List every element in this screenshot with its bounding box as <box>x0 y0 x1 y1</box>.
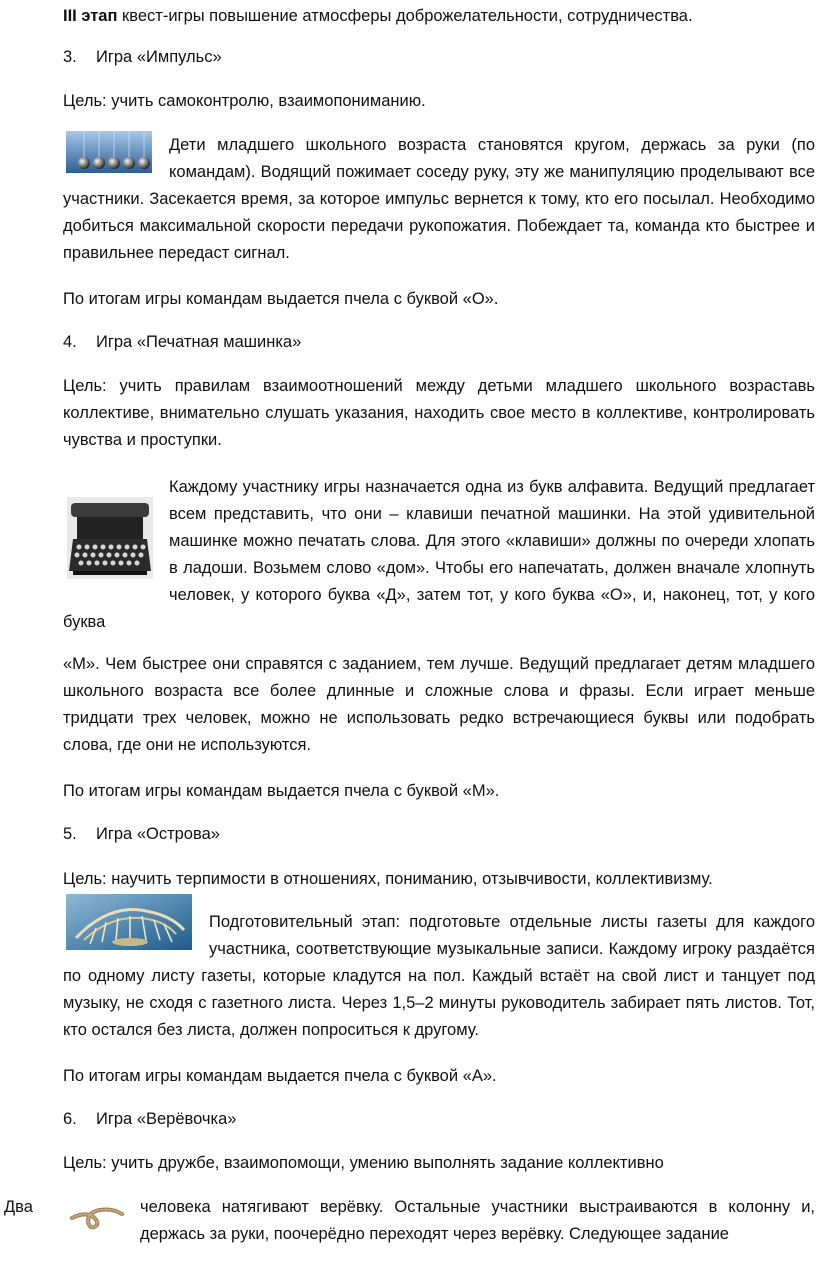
game-description <box>63 909 815 1044</box>
game-goal: Цель: учить дружбе, взаимопомощи, умению выполнять задание коллективно <box>63 1154 664 1172</box>
game-description <box>140 1194 815 1248</box>
game-title <box>63 329 815 356</box>
game-description <box>63 474 815 636</box>
stage-heading <box>63 3 815 30</box>
game-description-text: Каждому участнику игры назначается одна из букв алфавита. Ведущий предлагает всем представить, что они – клавиши печатной машинки. На этой удивительной машинке можно печатать слова. Для этого «клавиши» должны по очереди хлопать в ладоши. Возьмем слово «дом». Чтобы его напечатать, должен вначале хлопнуть человек, у которого буква «Д», затем тот, у кого буква «О», и, наконец, тот, у кого буква <box>63 478 815 631</box>
game-title-text: Игра «Импульс» <box>96 48 222 66</box>
game-description <box>63 132 815 267</box>
game-number: 4. <box>63 333 77 351</box>
game-goal: Цель: учить самоконтролю, взаимопониманию. <box>63 92 426 110</box>
game-title-text: Игра «Острова» <box>96 825 220 843</box>
game-description-text: Подготовительный этап: подготовьте отдельные листы газеты для каждого участника, соответствующие музыкальные записи. Каждому игроку раздаётся по одному листу газеты, которые кладутся на пол. Каждый встаёт на свой лист и танцует под музыку, не сходя с газетного листа. Через 1,5–2 минуты руководитель забирает пять листов. Тот, кто остался без листа, должен попроситься к другому. <box>63 913 815 1039</box>
game-number: 3. <box>63 48 77 66</box>
game-description-continued: «М». Чем быстрее они справятся с заданием, тем лучше. Ведущий предлагает детям младшего школьного возраста все более длинные и сложные слова и фразы. Если играет меньше тридцати трех человек, можно не использовать редко встречающиеся буквы или подобрать слова, где они не используются. <box>63 655 815 754</box>
game-title <box>63 1106 815 1133</box>
game-description-lead-word: Два <box>4 1198 33 1216</box>
stage-description: квест-игры повышение атмосферы доброжелательности, сотрудничества. <box>117 7 693 25</box>
game-description-text: Дети младшего школьного возраста становятся кругом, держась за руки (по командам). Водящий пожимает соседу руку, эту же манипуляцию проделывают все участники. Засекается время, за которое импульс вернется к тому, кто его посылал. Необходимо добиться максимальной скорости передачи рукопожатия. Побеждает та, команда кто быстрее и правильнее передаст сигнал. <box>63 136 815 262</box>
stage-label: III этап <box>63 7 118 25</box>
game-title-text: Игра «Печатная машинка» <box>96 333 302 351</box>
game-title <box>63 821 815 848</box>
game-goal: Цель: научить терпимости в отношениях, пониманию, отзывчивости, коллективизму. <box>63 870 713 888</box>
game-title <box>63 44 815 71</box>
game-goal: Цель: учить правилам взаимоотношений между детьми младшего школьного возраставь коллективе, внимательно слушать указания, находить свое место в коллективе, контролировать чувства и проступки. <box>63 377 815 449</box>
rope-knot-image <box>70 1198 124 1234</box>
game-result: По итогам игры командам выдается пчела с буквой «А». <box>63 1067 497 1085</box>
game-description-text: человека натягивают верёвку. Остальные участники выстраиваются в колонну и, держась за руки, поочерёдно переходят через верёвку. Следующее задание <box>140 1198 815 1243</box>
game-title-text: Игра «Верёвочка» <box>96 1110 237 1128</box>
game-result: По итогам игры командам выдается пчела с буквой «О». <box>63 290 499 308</box>
game-number: 5. <box>63 825 77 843</box>
game-result: По итогам игры командам выдается пчела с буквой «М». <box>63 782 500 800</box>
game-number: 6. <box>63 1110 77 1128</box>
